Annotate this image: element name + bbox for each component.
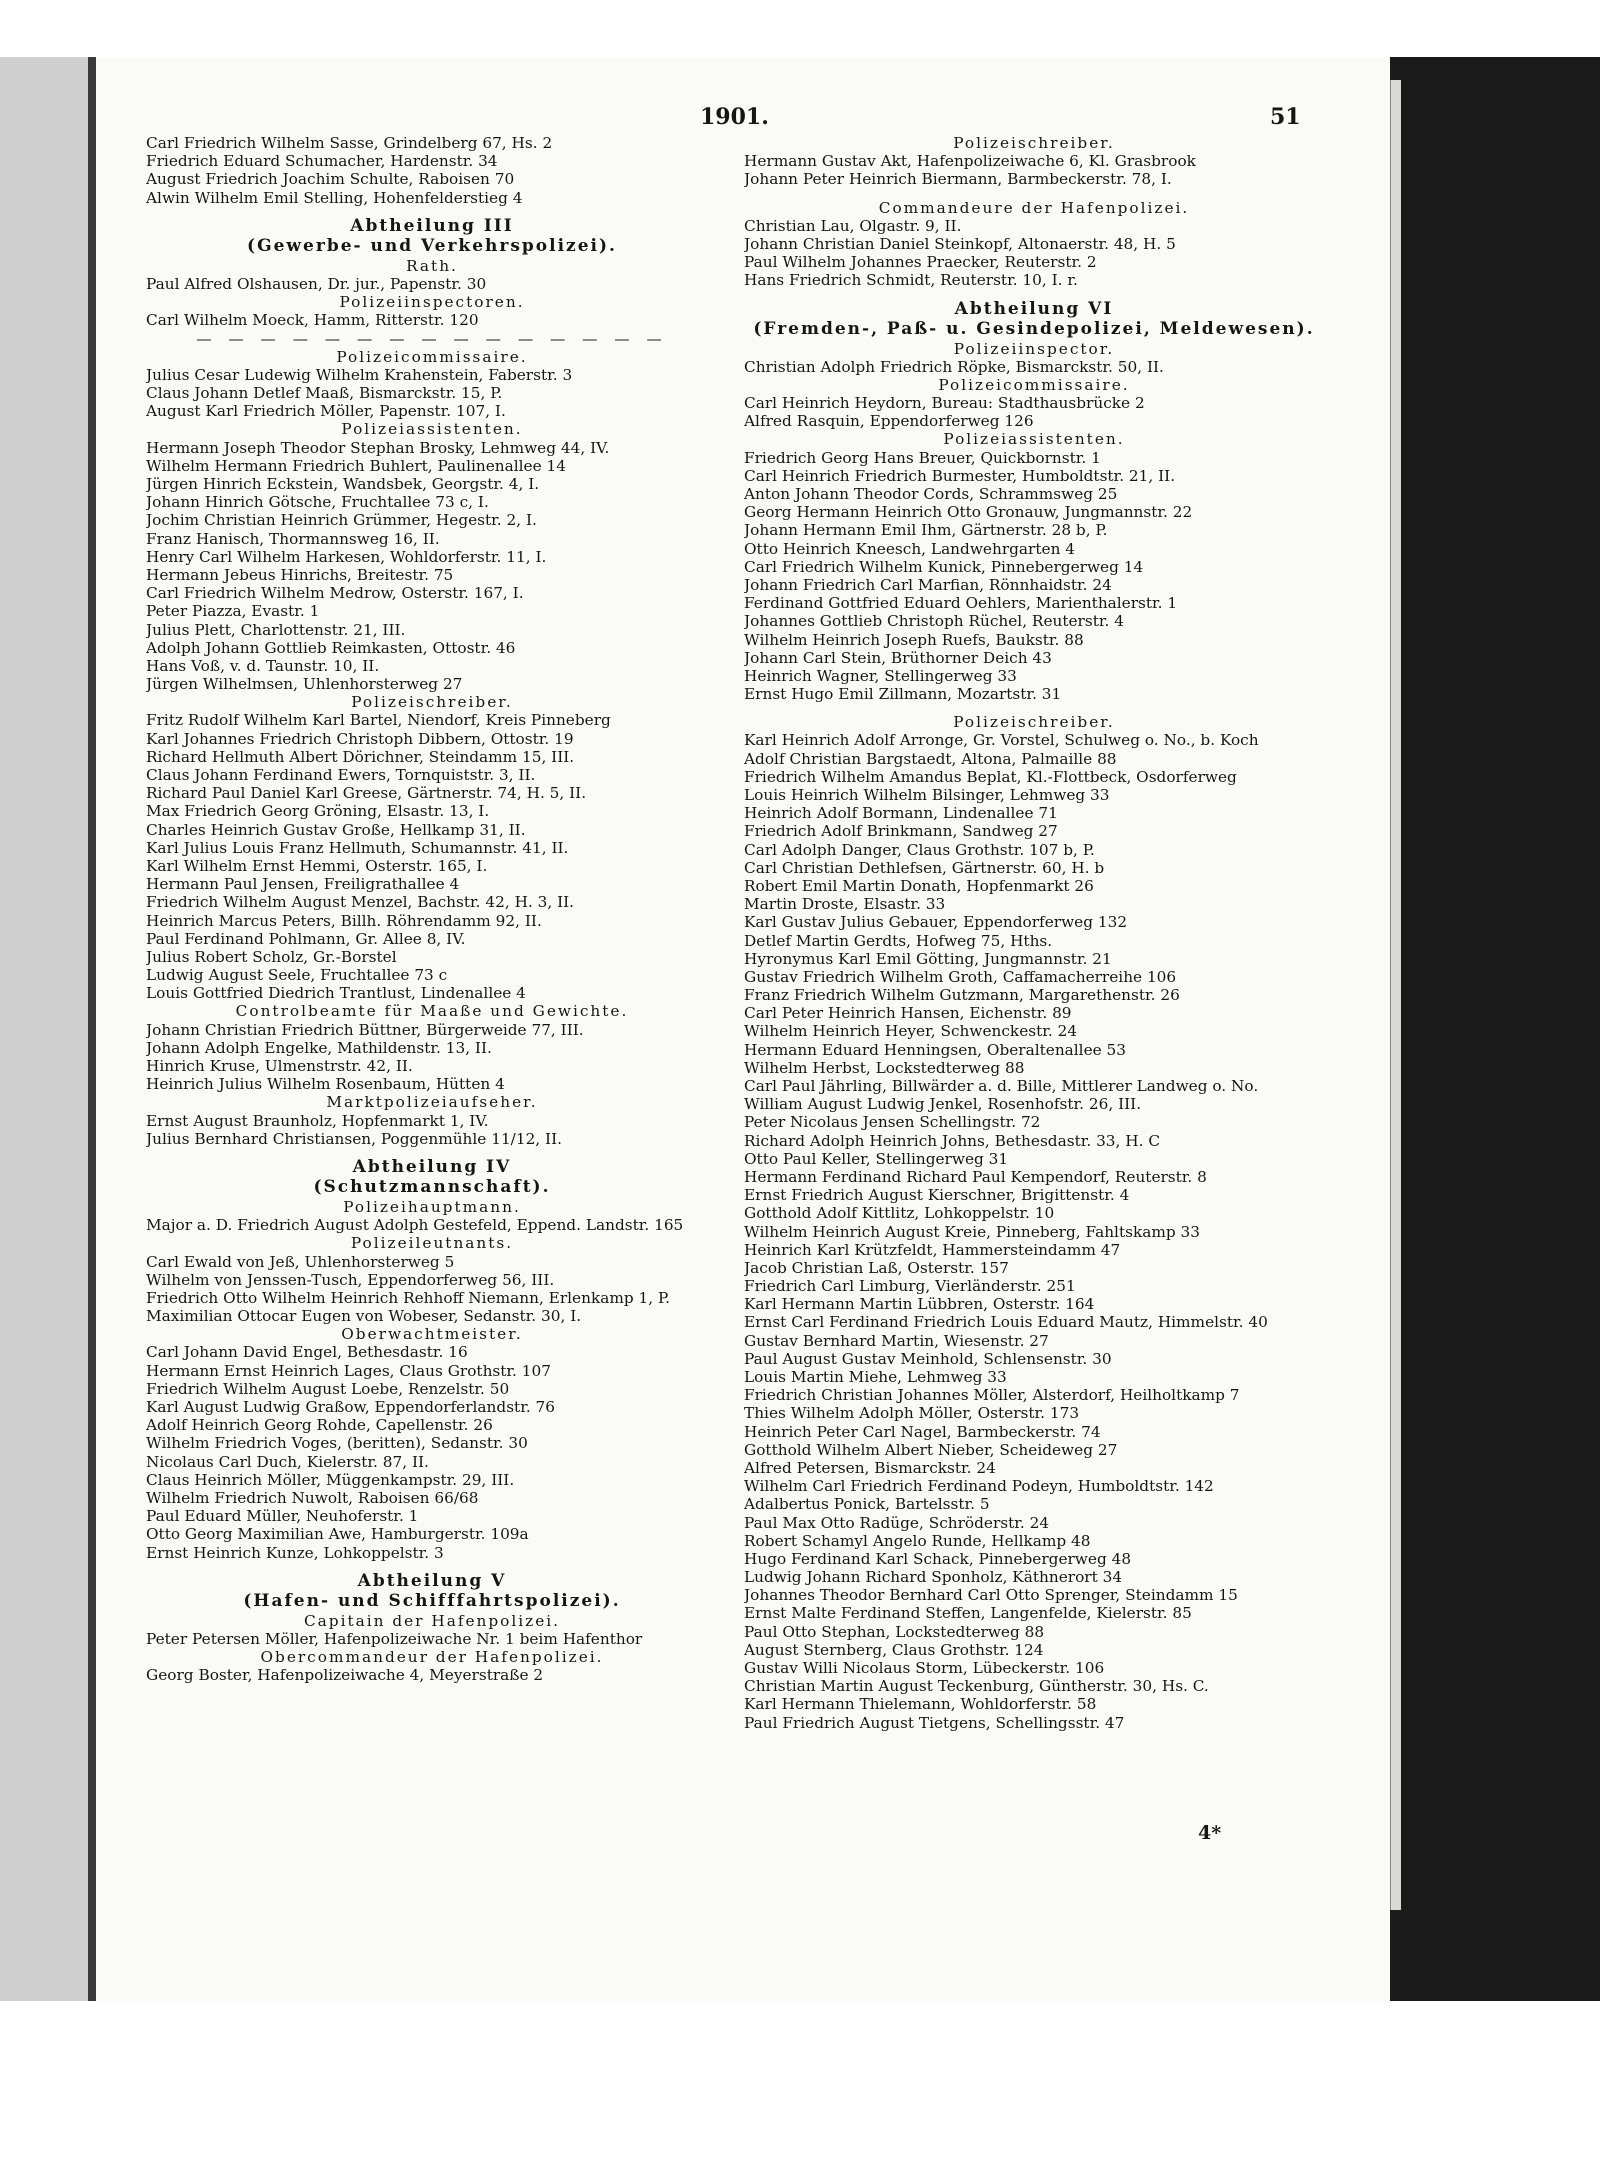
directory-entry: Carl Friedrich Wilhelm Medrow, Osterstr. 167, I.	[146, 584, 524, 603]
directory-entry: Alfred Petersen, Bismarckstr. 24	[744, 1458, 996, 1477]
directory-entry: Ernst Malte Ferdinand Steffen, Langenfelde, Kielerstr. 85	[744, 1604, 1192, 1623]
directory-entry: Louis Heinrich Wilhelm Bilsinger, Lehmweg 33	[744, 786, 1110, 804]
section-heading: Polizeischreiber.	[953, 713, 1115, 732]
directory-entry: Carl Peter Heinrich Hansen, Eichenstr. 89	[744, 1004, 1072, 1023]
directory-entry: Friedrich Wilhelm August Loebe, Renzelstr. 50	[146, 1379, 510, 1398]
directory-entry: Johann Carl Stein, Brüthorner Deich 43	[744, 648, 1052, 667]
directory-entry: Adolf Christian Bargstaedt, Altona, Palmaille 88	[744, 749, 1117, 768]
division-heading: Abtheilung VI	[954, 299, 1114, 319]
directory-entry: Karl Hermann Martin Lübbren, Osterstr. 164	[744, 1295, 1095, 1314]
page-year: 1901.	[700, 104, 769, 130]
directory-entry: Paul Eduard Müller, Neuhoferstr. 1	[146, 1507, 419, 1526]
directory-entry: August Karl Friedrich Möller, Papenstr. 107, I.	[146, 402, 506, 421]
directory-entry: Paul Otto Stephan, Lockstedterweg 88	[744, 1622, 1045, 1641]
section-heading: Marktpolizeiaufseher.	[326, 1093, 538, 1112]
directory-entry: Otto Paul Keller, Stellingerweg 31	[744, 1149, 1009, 1168]
directory-entry: Ernst Friedrich August Kierschner, Brigittenstr. 4	[744, 1186, 1130, 1205]
directory-entry: Carl Ewald von Jeß, Uhlenhorsterweg 5	[146, 1252, 455, 1271]
directory-entry: Anton Johann Theodor Cords, Schrammsweg 25	[744, 485, 1118, 503]
directory-entry: Ernst Heinrich Kunze, Lohkoppelstr. 3	[146, 1543, 444, 1562]
directory-entry: Wilhelm Friedrich Nuwolt, Raboisen 66/68	[146, 1488, 479, 1507]
directory-entry: Otto Georg Maximilian Awe, Hamburgerstr. 109a	[146, 1525, 529, 1544]
directory-entry: Otto Heinrich Kneesch, Landwehrgarten 4	[744, 539, 1076, 558]
directory-entry: Richard Paul Daniel Karl Greese, Gärtnerstr. 74, H. 5, II.	[146, 784, 587, 803]
separator-line: — — — — — — — — — — — — — — —	[196, 329, 668, 348]
directory-entry: Carl Friedrich Wilhelm Sasse, Grindelberg 67, Hs. 2	[146, 134, 553, 152]
directory-entry: Gustav Bernhard Martin, Wiesenstr. 27	[744, 1331, 1049, 1350]
directory-entry: Ferdinand Gottfried Eduard Oehlers, Marienthalerstr. 1	[744, 594, 1178, 613]
directory-entry: Hermann Gustav Akt, Hafenpolizeiwache 6, Kl. Grasbrook	[744, 152, 1196, 171]
directory-entry: Friedrich Eduard Schumacher, Hardenstr. 34	[146, 152, 498, 171]
directory-entry: Karl Gustav Julius Gebauer, Eppendorferweg 132	[744, 913, 1128, 932]
directory-entry: Wilhelm von Jenssen-Tusch, Eppendorferweg 56, III.	[146, 1270, 555, 1289]
directory-entry: Johann Hinrich Götsche, Fruchtallee 73 c, I.	[146, 493, 489, 512]
directory-entry: Hermann Joseph Theodor Stephan Brosky, Lehmweg 44, IV.	[146, 438, 610, 457]
section-heading: Capitain der Hafenpolizei.	[303, 1611, 561, 1630]
division-heading: (Hafen- und Schifffahrtspolizei).	[243, 1591, 621, 1611]
directory-entry: Carl Heinrich Friedrich Burmester, Humboldtstr. 21, II.	[744, 466, 1176, 485]
division-heading: (Gewerbe- und Verkehrspolizei).	[247, 236, 617, 256]
directory-entry: Claus Heinrich Möller, Müggenkampstr. 29, III.	[146, 1470, 515, 1489]
directory-entry: Louis Gottfried Diedrich Trantlust, Lindenallee 4	[146, 984, 526, 1003]
section-heading: Polizeicommissaire.	[336, 347, 528, 366]
directory-entry: Hermann Paul Jensen, Freiligrathallee 4	[146, 875, 460, 894]
directory-entry: Ludwig August Seele, Fruchtallee 73 c	[146, 966, 448, 985]
section-heading: Rath.	[406, 256, 458, 275]
section-heading: Controlbeamte für Maaße und Gewichte.	[235, 1002, 629, 1021]
directory-entry: Heinrich Adolf Bormann, Lindenallee 71	[744, 804, 1058, 823]
directory-entry: Jürgen Wilhelmsen, Uhlenhorsterweg 27	[146, 675, 463, 694]
directory-entry: Julius Plett, Charlottenstr. 21, III.	[146, 620, 406, 639]
directory-entry: Ernst Hugo Emil Zillmann, Mozartstr. 31	[744, 685, 1062, 704]
directory-entry: Adolph Johann Gottlieb Reimkasten, Ottostr. 46	[146, 638, 516, 657]
directory-entry: Heinrich Marcus Peters, Billh. Röhrendamm 92, II.	[146, 911, 542, 930]
section-heading: Polizeiassistenten.	[341, 420, 523, 439]
directory-entry: Friedrich Carl Limburg, Vierländerstr. 251	[744, 1277, 1076, 1296]
directory-entry: Detlef Martin Gerdts, Hofweg 75, Hths.	[744, 931, 1053, 950]
directory-entry: Ludwig Johann Richard Sponholz, Käthnerort 34	[744, 1568, 1123, 1587]
section-heading: Polizeiinspectoren.	[339, 293, 525, 312]
directory-entry: Major a. D. Friedrich August Adolph Gestefeld, Eppend. Landstr. 165	[146, 1216, 684, 1235]
directory-entry: Wilhelm Friedrich Voges, (beritten), Sedanstr. 30	[146, 1434, 528, 1453]
directory-entry: Paul Max Otto Radüge, Schröderstr. 24	[744, 1513, 1050, 1532]
directory-entry: Hans Friedrich Schmidt, Reuterstr. 10, I. r.	[744, 271, 1078, 290]
directory-entry: Carl Christian Dethlefsen, Gärtnerstr. 60, H. b	[744, 858, 1105, 877]
facing-page-edge	[0, 57, 88, 2001]
directory-entry: Johann Peter Heinrich Biermann, Barmbeckerstr. 78, I.	[744, 170, 1172, 189]
directory-entry: Johann Adolph Engelke, Mathildenstr. 13, II.	[146, 1038, 492, 1057]
directory-entry: Johann Christian Friedrich Büttner, Bürgerweide 77, III.	[146, 1020, 584, 1039]
section-heading: Polizeiassistenten.	[943, 430, 1125, 449]
directory-entry: Hyronymus Karl Emil Götting, Jungmannstr. 21	[744, 949, 1112, 968]
directory-entry: Jürgen Hinrich Eckstein, Wandsbek, Georgstr. 4, I.	[146, 475, 540, 493]
directory-entry: Friedrich Georg Hans Breuer, Quickbornstr. 1	[744, 448, 1101, 467]
page-number: 51	[1270, 104, 1301, 130]
directory-entry: Franz Hanisch, Thormannsweg 16, II.	[146, 529, 440, 548]
directory-entry: Alfred Rasquin, Eppendorferweg 126	[744, 412, 1034, 431]
directory-entry: Robert Schamyl Angelo Runde, Hellkamp 48	[744, 1531, 1091, 1550]
directory-entry: Claus Johann Ferdinand Ewers, Tornquiststr. 3, II.	[146, 766, 536, 784]
division-heading: (Fremden-, Paß- u. Gesindepolizei, Meldewesen).	[753, 319, 1315, 339]
directory-entry: Hermann Eduard Henningsen, Oberaltenallee 53	[744, 1040, 1127, 1059]
directory-entry: Friedrich Wilhelm Amandus Beplat, Kl.-Flottbeck, Osdorferweg	[744, 767, 1237, 786]
directory-entry: Johann Christian Daniel Steinkopf, Altonaerstr. 48, H. 5	[744, 234, 1176, 253]
directory-entry: Julius Robert Scholz, Gr.-Borstel	[146, 947, 397, 966]
section-heading: Obercommandeur der Hafenpolizei.	[260, 1648, 604, 1667]
division-heading: Abtheilung V	[357, 1571, 507, 1591]
directory-entry: August Sternberg, Claus Grothstr. 124	[744, 1640, 1044, 1659]
page-gutter	[88, 57, 96, 2001]
section-heading: Polizeischreiber.	[351, 693, 513, 712]
directory-entry: Christian Adolph Friedrich Röpke, Bismarckstr. 50, II.	[744, 357, 1164, 376]
directory-entry: Johann Hermann Emil Ihm, Gärtnerstr. 28 b, P.	[744, 521, 1108, 540]
directory-entry: Wilhelm Carl Friedrich Ferdinand Podeyn, Humboldtstr. 142	[744, 1477, 1214, 1496]
section-heading: Polizeileutnants.	[350, 1234, 514, 1253]
directory-entry: Henry Carl Wilhelm Harkesen, Wohldorferstr. 11, I.	[146, 547, 547, 566]
directory-entry: Johannes Gottlieb Christoph Rüchel, Reuterstr. 4	[744, 612, 1124, 631]
directory-entry: Hinrich Kruse, Ulmenstrstr. 42, II.	[146, 1057, 413, 1075]
directory-entry: Georg Boster, Hafenpolizeiwache 4, Meyerstraße 2	[146, 1666, 544, 1685]
directory-entry: Carl Wilhelm Moeck, Hamm, Ritterstr. 120	[146, 311, 479, 330]
division-heading: Abtheilung IV	[352, 1157, 512, 1177]
directory-entry: Friedrich Wilhelm August Menzel, Bachstr. 42, H. 3, II.	[146, 893, 575, 912]
directory-entry: Louis Martin Miehe, Lehmweg 33	[744, 1368, 1007, 1386]
directory-entry: Paul Wilhelm Johannes Praecker, Reuterstr. 2	[744, 253, 1097, 272]
directory-entry: Thies Wilhelm Adolph Möller, Osterstr. 173	[744, 1404, 1080, 1423]
directory-entry: Johannes Theodor Bernhard Carl Otto Sprenger, Steindamm 15	[744, 1586, 1238, 1605]
directory-entry: Georg Hermann Heinrich Otto Gronauw, Jungmannstr. 22	[744, 503, 1193, 522]
directory-entry: Paul August Gustav Meinhold, Schlensenstr. 30	[744, 1349, 1112, 1368]
directory-entry: Friedrich Adolf Brinkmann, Sandweg 27	[744, 822, 1058, 841]
division-heading: (Schutzmannschaft).	[313, 1177, 551, 1197]
directory-entry: Hermann Ferdinand Richard Paul Kempendorf, Reuterstr. 8	[744, 1167, 1207, 1186]
directory-entry: August Friedrich Joachim Schulte, Raboisen 70	[146, 170, 515, 189]
directory-entry: Charles Heinrich Gustav Große, Hellkamp 31, II.	[146, 820, 526, 839]
directory-entry: Gotthold Adolf Kittlitz, Lohkoppelstr. 10	[744, 1204, 1055, 1223]
directory-entry: Heinrich Karl Krützfeldt, Hammersteindamm 47	[744, 1240, 1121, 1259]
directory-entry: Max Friedrich Georg Gröning, Elsastr. 13, I.	[146, 802, 490, 821]
page-frame-edge	[1390, 80, 1401, 1910]
spacer	[146, 207, 718, 217]
directory-entry: Heinrich Wagner, Stellingerweg 33	[744, 666, 1017, 685]
directory-entry: Friedrich Otto Wilhelm Heinrich Rehhoff Niemann, Erlenkamp 1, P.	[146, 1288, 671, 1307]
directory-entry: Richard Hellmuth Albert Dörichner, Steindamm 15, III.	[146, 747, 575, 766]
directory-entry: Karl Heinrich Adolf Arronge, Gr. Vorstel, Schulweg o. No., b. Koch	[744, 731, 1259, 750]
directory-entry: Johann Friedrich Carl Marfian, Rönnhaidstr. 24	[744, 575, 1112, 594]
directory-entry: Jacob Christian Laß, Osterstr. 157	[744, 1258, 1009, 1277]
directory-entry: William August Ludwig Jenkel, Rosenhofstr. 26, III.	[744, 1095, 1142, 1114]
directory-entry: Martin Droste, Elsastr. 33	[744, 895, 946, 914]
directory-entry: Carl Friedrich Wilhelm Kunick, Pinnebergerweg 14	[744, 557, 1144, 576]
spacer	[744, 189, 1324, 199]
section-heading: Polizeihauptmann.	[343, 1197, 521, 1216]
directory-entry: Christian Martin August Teckenburg, Güntherstr. 30, Hs. C.	[744, 1677, 1209, 1696]
directory-entry: Robert Emil Martin Donath, Hopfenmarkt 26	[744, 876, 1094, 895]
directory-entry: Christian Lau, Olgastr. 9, II.	[744, 216, 962, 235]
directory-entry: Wilhelm Hermann Friedrich Buhlert, Paulinenallee 14	[146, 456, 566, 475]
directory-entry: Ernst August Braunholz, Hopfenmarkt 1, IV.	[146, 1111, 489, 1130]
directory-entry: Gotthold Wilhelm Albert Nieber, Scheideweg 27	[744, 1440, 1118, 1459]
directory-entry: Maximilian Ottocar Eugen von Wobeser, Sedanstr. 30, I.	[146, 1307, 582, 1326]
scan-margin	[0, 2001, 1600, 2177]
directory-entry: Alwin Wilhelm Emil Stelling, Hohenfelderstieg 4	[146, 188, 523, 207]
directory-entry: Karl August Ludwig Graßow, Eppendorferlandstr. 76	[146, 1398, 556, 1416]
directory-entry: Karl Wilhelm Ernst Hemmi, Osterstr. 165, I.	[146, 856, 488, 875]
directory-entry: Paul Ferdinand Pohlmann, Gr. Allee 8, IV.	[146, 929, 466, 948]
directory-entry: Carl Paul Jährling, Billwärder a. d. Bille, Mittlerer Landweg o. No.	[744, 1077, 1259, 1095]
directory-entry: Karl Hermann Thielemann, Wohldorferstr. 58	[744, 1695, 1097, 1714]
right-column	[744, 134, 1324, 1732]
directory-entry: Julius Cesar Ludewig Wilhelm Krahenstein, Faberstr. 3	[146, 365, 573, 384]
directory-entry: Karl Johannes Friedrich Christoph Dibbern, Ottostr. 19	[146, 729, 574, 748]
directory-entry: Hermann Jebeus Hinrichs, Breitestr. 75	[146, 565, 454, 584]
directory-entry: Claus Johann Detlef Maaß, Bismarckstr. 15, P.	[146, 384, 503, 403]
directory-entry: Richard Adolph Heinrich Johns, Bethesdastr. 33, H. C	[744, 1131, 1161, 1150]
directory-entry: Julius Bernhard Christiansen, Poggenmühle 11/12, II.	[146, 1129, 562, 1148]
signature-mark: 4*	[1198, 1822, 1222, 1844]
directory-entry: Adalbertus Ponick, Bartelsstr. 5	[744, 1495, 990, 1514]
section-heading: Polizeiinspector.	[953, 339, 1115, 358]
directory-entry: Nicolaus Carl Duch, Kielerstr. 87, II.	[146, 1452, 429, 1471]
directory-entry: Wilhelm Herbst, Lockstedterweg 88	[744, 1058, 1025, 1077]
directory-entry: Friedrich Christian Johannes Möller, Alsterdorf, Heilholtkamp 7	[744, 1386, 1240, 1405]
directory-entry: Gustav Willi Nicolaus Storm, Lübeckerstr. 106	[744, 1659, 1105, 1677]
directory-entry: Wilhelm Heinrich Joseph Ruefs, Baukstr. 88	[744, 630, 1084, 649]
spacer	[146, 1562, 718, 1572]
section-heading: Polizeicommissaire.	[938, 375, 1130, 394]
directory-entry: Carl Adolph Danger, Claus Grothstr. 107 b, P.	[744, 840, 1095, 859]
directory-entry: Paul Friedrich August Tietgens, Schellingsstr. 47	[744, 1713, 1125, 1732]
left-column	[146, 134, 718, 1684]
directory-entry: Heinrich Julius Wilhelm Rosenbaum, Hütten 4	[146, 1075, 505, 1094]
directory-entry: Heinrich Peter Carl Nagel, Barmbeckerstr. 74	[744, 1422, 1101, 1441]
directory-entry: Paul Alfred Olshausen, Dr. jur., Papenstr. 30	[146, 274, 487, 293]
directory-entry: Ernst Carl Ferdinand Friedrich Louis Eduard Mautz, Himmelstr. 40	[744, 1313, 1268, 1332]
spacer	[146, 1148, 718, 1158]
directory-entry: Peter Piazza, Evastr. 1	[146, 602, 320, 621]
section-heading: Polizeischreiber.	[953, 134, 1115, 152]
section-heading: Oberwachtmeister.	[341, 1325, 523, 1344]
directory-entry: Hugo Ferdinand Karl Schack, Pinnebergerweg 48	[744, 1549, 1132, 1568]
directory-entry: Fritz Rudolf Wilhelm Karl Bartel, Niendorf, Kreis Pinneberg	[146, 711, 611, 730]
spacer	[744, 290, 1324, 300]
directory-entry: Hermann Ernst Heinrich Lages, Claus Grothstr. 107	[146, 1361, 551, 1380]
directory-entry: Adolf Heinrich Georg Rohde, Capellenstr. 26	[146, 1416, 493, 1435]
directory-entry: Franz Friedrich Wilhelm Gutzmann, Margarethenstr. 26	[744, 986, 1180, 1005]
directory-entry: Karl Julius Louis Franz Hellmuth, Schumannstr. 41, II.	[146, 838, 569, 857]
directory-entry: Hans Voß, v. d. Taunstr. 10, II.	[146, 656, 380, 675]
directory-entry: Carl Heinrich Heydorn, Bureau: Stadthausbrücke 2	[744, 394, 1145, 413]
directory-entry: Peter Petersen Möller, Hafenpolizeiwache Nr. 1 beim Hafenthor	[146, 1629, 643, 1648]
directory-entry: Carl Johann David Engel, Bethesdastr. 16	[146, 1343, 468, 1362]
directory-entry: Wilhelm Heinrich August Kreie, Pinneberg, Fahltskamp 33	[744, 1222, 1200, 1241]
section-heading: Commandeure der Hafenpolizei.	[878, 198, 1190, 217]
directory-entry: Gustav Friedrich Wilhelm Groth, Caffamacherreihe 106	[744, 967, 1177, 986]
division-heading: Abtheilung III	[350, 216, 514, 236]
spacer	[744, 703, 1324, 713]
directory-entry: Jochim Christian Heinrich Grümmer, Hegestr. 2, I.	[146, 511, 537, 530]
directory-entry: Wilhelm Heinrich Heyer, Schwenckestr. 24	[744, 1022, 1078, 1041]
directory-entry: Peter Nicolaus Jensen Schellingstr. 72	[744, 1113, 1041, 1132]
